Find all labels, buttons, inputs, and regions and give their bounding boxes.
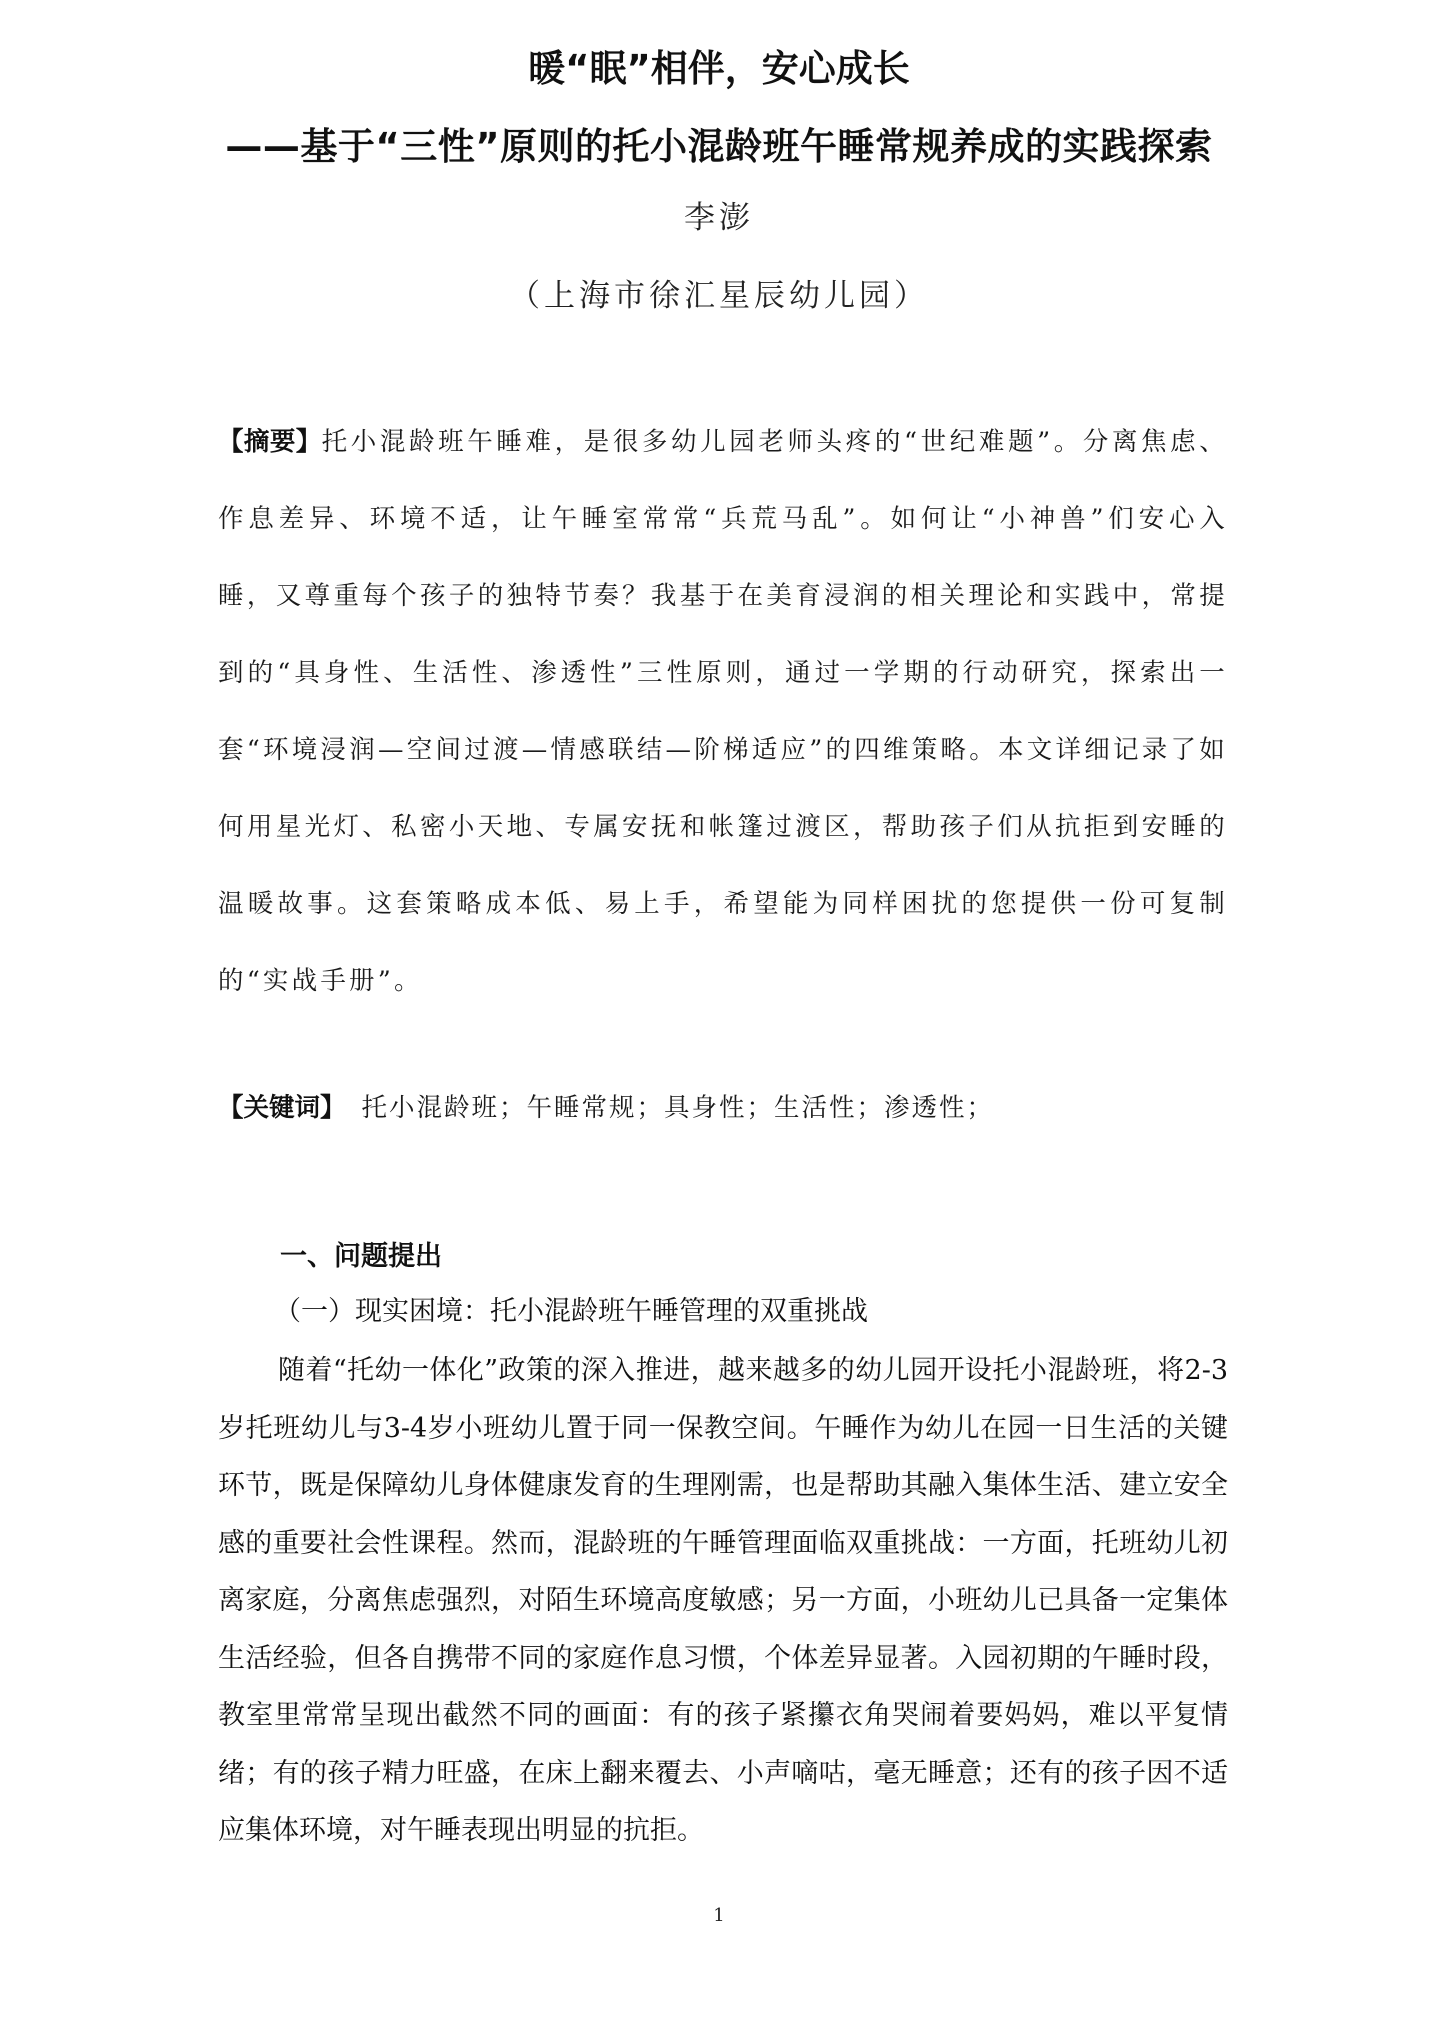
abstract-text: 托小混龄班午睡难，是很多幼儿园老师头疼的“世纪难题”。分离焦虑、作息差异、环境不适，让午睡室常常“兵荒马乱”。如何让“小神兽”们安心入睡，又尊重每个孩子的独特节奏？我基于在美育浸润的相关理论和实践中，常提到的“具身性、生活性、渗透性”三性原则，通过一学期的行动研究，探索出一套“环境浸润—空间过渡—情感联结—阶梯适应”的四维策略。本文详细记录了如何用星光灯、私密小天地、专属安抚和帐篷过渡区，帮助孩子们从抗拒到安睡的温暖故事。这套策略成本低、易上手，希望能为同样困扰的您提供一份可复制的“实战手册”。: [218, 427, 1228, 996]
subsection-heading: （一）现实困境：托小混龄班午睡管理的双重挑战: [274, 1296, 868, 1327]
page-number: 1: [713, 1905, 725, 1926]
abstract-label: 【摘要】: [218, 427, 322, 457]
author-name: 李澎: [684, 200, 754, 236]
document-subtitle: ——基于“三性”原则的托小混龄班午睡常规养成的实践探索: [225, 125, 1213, 168]
document-title: 暖“眠”相伴，安心成长: [528, 47, 910, 90]
author-affiliation: （上海市徐汇星辰幼儿园）: [509, 278, 929, 314]
body-paragraph: 随着“托幼一体化”政策的深入推进，越来越多的幼儿园开设托小混龄班，将2-3岁托班幼儿与3-4岁小班幼儿置于同一保教空间。午睡作为幼儿在园一日生活的关键环节，既是保障幼儿身体健康发育的生理刚需，也是帮助其融入集体生活、建立安全感的重要社会性课程。然而，混龄班的午睡管理面临双重挑战：一方面，托班幼儿初离家庭，分离焦虑强烈，对陌生环境高度敏感；另一方面，小班幼儿已具备一定集体生活经验，但各自携带不同的家庭作息习惯，个体差异显著。入园初期的午睡时段，教室里常常呈现出截然不同的画面：有的孩子紧攥衣角哭闹着要妈妈，难以平复情绪；有的孩子精力旺盛，在床上翻来覆去、小声嘀咕，毫无睡意；还有的孩子因不适应集体环境，对午睡表现出明显的抗拒。: [218, 1355, 1228, 1846]
keywords-text: 托小混龄班；午睡常规；具身性；生活性；渗透性；: [361, 1093, 995, 1123]
abstract: [218, 404, 1228, 1020]
keywords-label: 【关键词】: [218, 1093, 346, 1123]
section-heading: 一、问题提出: [280, 1241, 442, 1272]
keywords: [218, 1086, 1228, 1130]
